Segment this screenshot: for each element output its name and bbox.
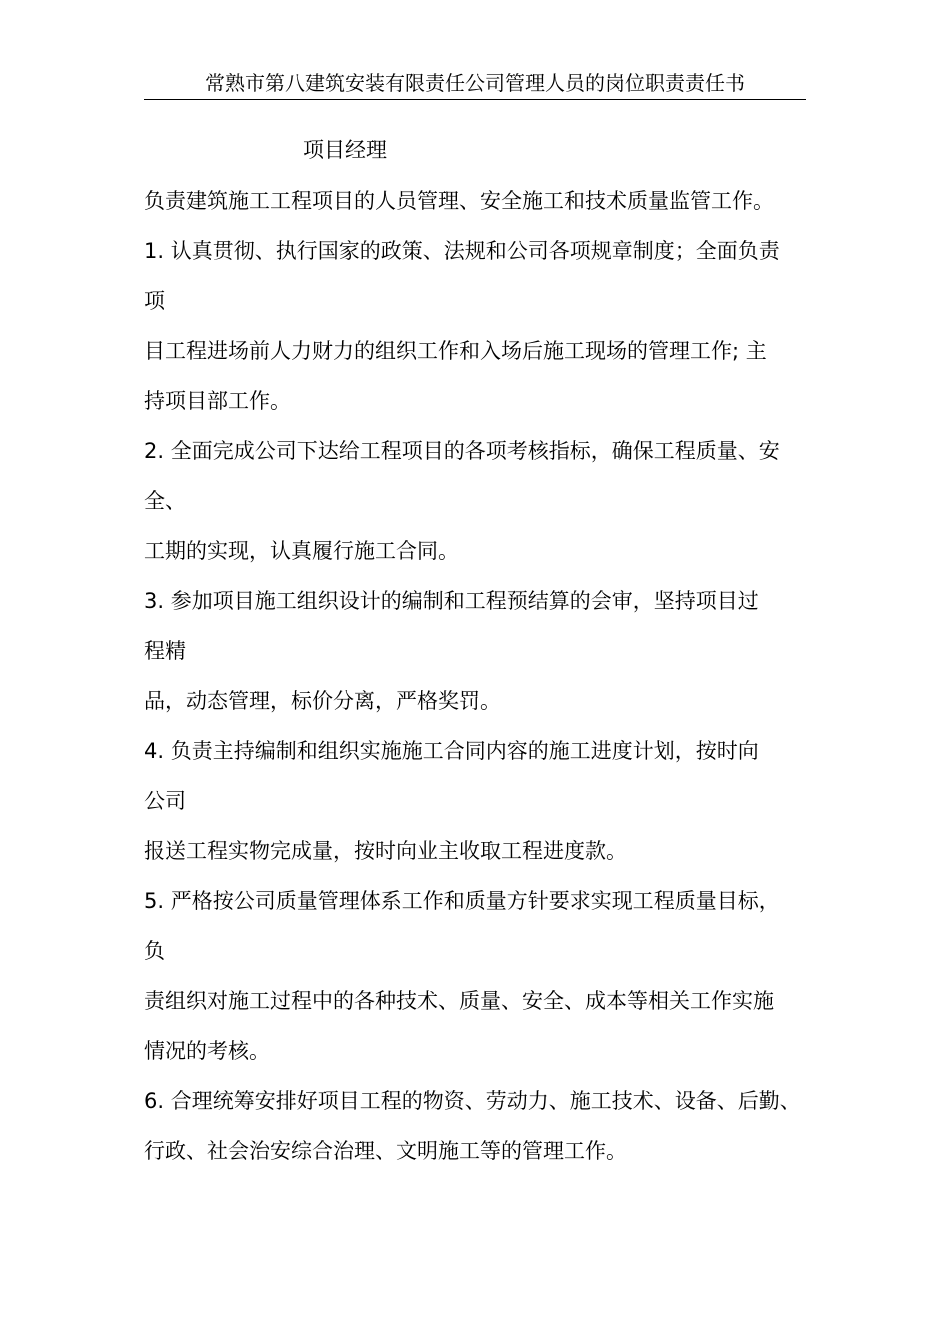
text-line: 4. 负责主持编制和组织实施施工合同内容的施工进度计划，按时向 — [144, 739, 759, 763]
text-line: 5. 严格按公司质量管理体系工作和质量方针要求实现工程质量目标， — [144, 889, 780, 913]
text-line: 目工程进场前人力财力的组织工作和入场后施工现场的管理工作; 主 — [144, 339, 767, 363]
duty-text-block — [144, 185, 814, 1185]
text-line: 持项目部工作。 — [144, 389, 291, 413]
text-line: 情况的考核。 — [144, 1039, 270, 1063]
text-line: 项 — [144, 289, 165, 313]
section-title: 项目经理 — [303, 138, 387, 162]
text-line: 责组织对施工过程中的各种技术、质量、安全、成本等相关工作实施 — [144, 989, 774, 1013]
text-line: 1. 认真贯彻、执行国家的政策、法规和公司各项规章制度；全面负责 — [144, 239, 780, 263]
text-line: 全、 — [144, 489, 186, 513]
text-line: 公司 — [144, 789, 186, 813]
text-line: 品，动态管理，标价分离，严格奖罚。 — [144, 689, 501, 713]
text-line: 6. 合理统筹安排好项目工程的物资、劳动力、施工技术、设备、后勤、 — [144, 1089, 801, 1113]
text-line: 程精 — [144, 639, 186, 663]
text-line: 报送工程实物完成量，按时向业主收取工程进度款。 — [144, 839, 627, 863]
text-line: 负 — [144, 939, 165, 963]
header-divider — [144, 99, 806, 100]
text-line: 负责建筑施工工程项目的人员管理、安全施工和技术质量监管工作。 — [144, 189, 774, 213]
text-line: 3. 参加项目施工组织设计的编制和工程预结算的会审，坚持项目过 — [144, 589, 759, 613]
text-line: 2. 全面完成公司下达给工程项目的各项考核指标，确保工程质量、安 — [144, 439, 780, 463]
page-header-title: 常熟市第八建筑安装有限责任公司管理人员的岗位职责责任书 — [205, 71, 745, 95]
text-line: 行政、社会治安综合治理、文明施工等的管理工作。 — [144, 1139, 627, 1163]
text-line: 工期的实现，认真履行施工合同。 — [144, 539, 459, 563]
